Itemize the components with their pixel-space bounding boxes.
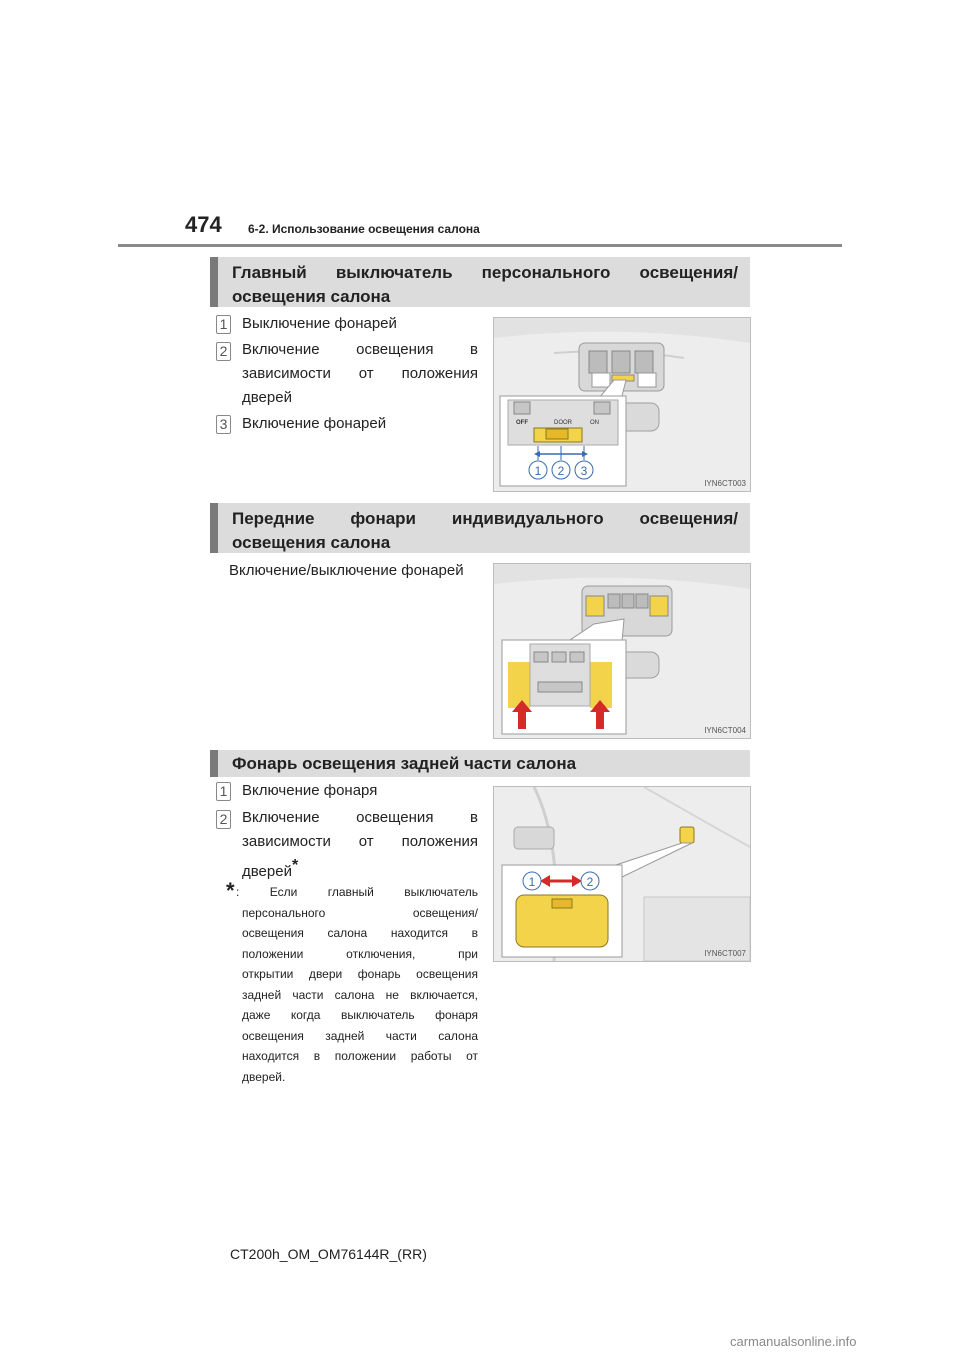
- watermark[interactable]: carmanualsonline.info: [730, 1334, 857, 1349]
- callout-1: 1: [528, 875, 536, 889]
- footnote: [236, 882, 478, 1087]
- footnote-line: задней части салона не включается,: [242, 987, 478, 1002]
- heading-line: Фонарь освещения задней части салона: [232, 754, 577, 773]
- item-text-2: [242, 806, 478, 884]
- item-text-line: дверей: [242, 389, 292, 406]
- footnote-line: находится в положении работы от: [242, 1049, 478, 1063]
- heading-line: освещения салона: [232, 533, 391, 552]
- item-text-line: Включение освещения в: [242, 341, 478, 358]
- item-text-3: Включение фонарей: [242, 415, 387, 432]
- heading-line: Главный выключатель персонального освещения/: [232, 263, 738, 282]
- figure-code: IYN6CT003: [704, 479, 746, 488]
- callout-1: 1: [534, 464, 542, 478]
- switch-label-off: OFF: [516, 420, 528, 426]
- item-number-3: 3: [216, 415, 231, 434]
- item-text-last: дверей: [242, 863, 292, 880]
- figure-code: IYN6CT007: [704, 949, 746, 958]
- item-number-1: 1: [216, 315, 231, 334]
- front-lights-text: Включение/выключение фонарей: [229, 562, 464, 579]
- footer-doc-id: CT200h_OM_OM76144R_(RR): [230, 1246, 427, 1262]
- callout-3: 3: [580, 464, 588, 478]
- item-text-line: зависимости от положения: [242, 365, 478, 382]
- footnote-line: положении отключения, при: [242, 946, 478, 961]
- footnote-line: : Если главный выключатель: [236, 885, 478, 899]
- item-text-1: Выключение фонарей: [242, 315, 397, 332]
- callout-2: 2: [557, 464, 565, 478]
- callout-2: 2: [586, 875, 594, 889]
- heading-rear-light: [210, 750, 750, 777]
- footnote-marker: *: [226, 878, 235, 903]
- header-rule: [118, 244, 842, 247]
- heading-line: Передние фонари индивидуального освещения/: [232, 509, 738, 528]
- footnote-line: освещения салона находится в: [242, 926, 478, 940]
- footnote-line: даже когда выключатель фонаря: [242, 1008, 478, 1022]
- figure-code: IYN6CT004: [704, 726, 746, 735]
- item-text-2: [242, 338, 478, 410]
- switch-label-door: DOOR: [554, 420, 572, 426]
- rear-light-illustration: [494, 787, 750, 961]
- item-number-1: 1: [216, 782, 231, 801]
- switch-label-on: ON: [590, 420, 599, 426]
- figure-rear-light: [493, 786, 751, 962]
- item-text-line: Включение освещения в: [242, 809, 478, 826]
- footnote-line: открытии двери фонарь освещения: [242, 967, 478, 981]
- heading-line: освещения салона: [232, 287, 391, 306]
- front-lights-illustration: [494, 564, 750, 738]
- main-switch-illustration: [494, 318, 750, 491]
- item-number-2: 2: [216, 810, 231, 829]
- footnote-line: дверей.: [242, 1069, 286, 1084]
- figure-main-switch: [493, 317, 751, 492]
- asterisk-mark: *: [291, 857, 299, 874]
- item-text-line: зависимости от положения: [242, 833, 478, 850]
- footnote-line: персонального освещения/: [242, 905, 478, 920]
- heading-main-switch: [210, 257, 750, 307]
- item-text-line: [242, 854, 478, 884]
- item-text-1: Включение фонаря: [242, 782, 378, 799]
- figure-front-lights: [493, 563, 751, 739]
- section-title: 6-2. Использование освещения салона: [248, 222, 480, 236]
- footnote-line: освещения задней части салона: [242, 1028, 478, 1043]
- item-number-2: 2: [216, 342, 231, 361]
- heading-front-lights: [210, 503, 750, 553]
- page-number: 474: [185, 212, 222, 237]
